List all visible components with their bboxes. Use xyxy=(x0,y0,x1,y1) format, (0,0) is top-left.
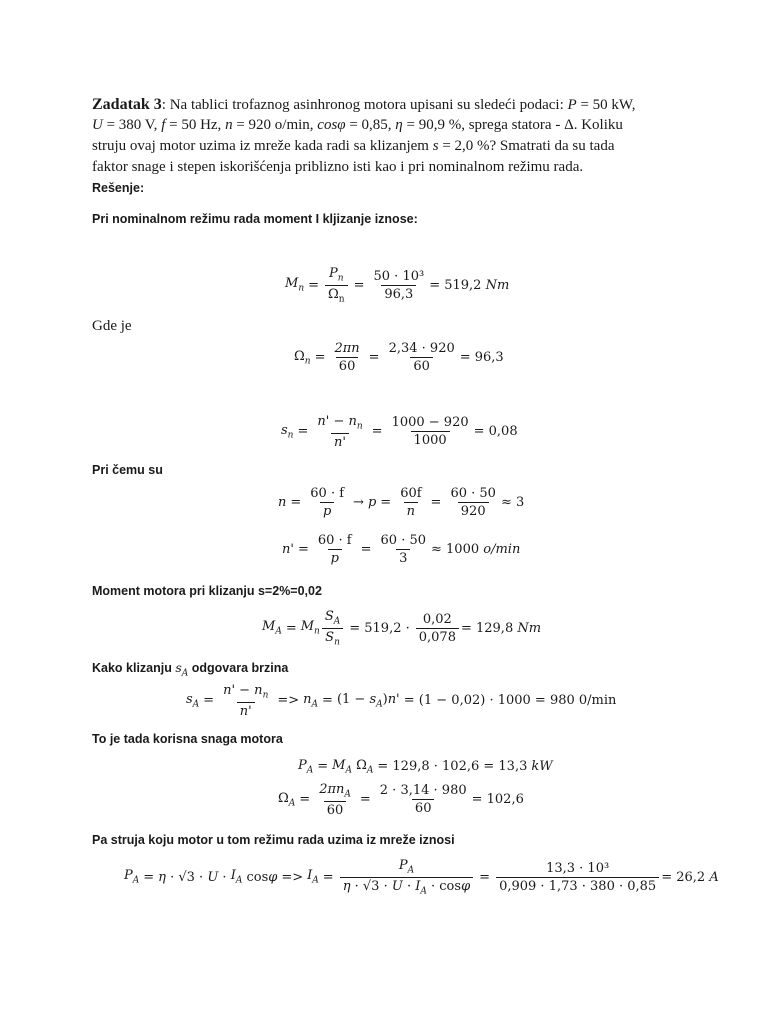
equation-n: n = $\frac{60 \cdot f}{p}$ → p = $\frac{60f}{n}$ = $\frac{60 \cdot 50}{920}$ ≈ 3 xyxy=(278,486,525,519)
task-label: Zadatak 3 xyxy=(92,96,162,113)
equation-pa: $P_A$ = $M_A$ $\Omega_A$ = 129,8 · 102,6 = 13,3 kW xyxy=(298,758,553,776)
equation-mn: $M_n$ = $\frac{P_n}{\Omega_n}$ = $\frac{\text{50 · 10³}}{96,3}$ = 519,2 Nm xyxy=(285,266,510,305)
task-line-2: U = 380 V, f = 50 Hz, n = 920 o/min, cosφ = 0,85, η = 90,9 %, sprega statora - Δ. Koliku xyxy=(92,117,623,133)
text-gde-je: Gde je xyxy=(92,318,132,334)
heading-resenje: Rešenje: xyxy=(92,181,145,195)
equation-omega-n: $\Omega_n$ = $\frac{2\pi n}{60}$ = $\frac{2,34 \cdot 920}{60}$ = 96,3 xyxy=(294,341,504,374)
heading-pri-cemu: Pri čemu su xyxy=(92,463,163,477)
heading-korisna: To je tada korisna snaga motora xyxy=(92,732,283,746)
equation-ia: $P_A$ = η · √3 · U · $I_A$ cos φ => $I_A$ = $\frac{P_A}{\eta \cdot √3 \cdot U \cdot I_A \cdot \cos\varphi}$ = $\frac{\text{13,3 · 10³}}{0,909 \cdot 1,73 \cdot 380 \cdot 0,85}$ = 26,2 A xyxy=(124,858,719,897)
task-line-4: faktor snage i stepen iskorišćenja priblizno isti kao i pri nominalnom režimu rada. xyxy=(92,159,584,175)
equation-sa: $s_A$ = $\frac{n' - n_n}{n'}$ => $n_A$ = $(1 - s_A)n'$ = (1 − 0,02) · 1000 = 980 0/min xyxy=(186,683,617,719)
equation-omega-a: $\Omega_A$ = $\frac{2\pi n_A}{60}$ = $\frac{2 \cdot 3,14 \cdot 980}{60}$ = 102,6 xyxy=(278,782,524,818)
equation-n-prime: n' = $\frac{60 \cdot f}{p}$ = $\frac{60 \cdot 50}{3}$ ≈ 1000 o/min xyxy=(282,533,521,566)
heading-struja: Pa struja koju motor u tom režimu rada uzima iz mreže iznosi xyxy=(92,833,455,847)
equation-ma: $M_A$ = $M_n$ $\frac{S_A}{S_n}$ = 519,2 · $\frac{0,02}{0,078}$ = 129,8 Nm xyxy=(262,609,542,648)
heading-kako-klizanju: Kako klizanju $s_A$ odgovara brzina xyxy=(92,660,289,679)
task-line-3: struju ovaj motor uzima iz mreže kada radi sa klizanjem s = 2,0 %? Smatrati da su tada xyxy=(92,138,615,154)
equation-sn: $s_n$ = $\frac{n' - n_n}{n'}$ = $\frac{1000 - 920}{1000}$ = 0,08 xyxy=(281,414,518,450)
heading-nominal: Pri nominalnom režimu rada moment I kljizanje iznose: xyxy=(92,212,418,226)
heading-moment-klizanju: Moment motora pri klizanju s=2%=0,02 xyxy=(92,584,322,598)
task-line-1: Zadatak 3: Na tablici trofaznog asinhronog motora upisani su sledeći podaci: P = 50 kW, xyxy=(92,96,636,113)
